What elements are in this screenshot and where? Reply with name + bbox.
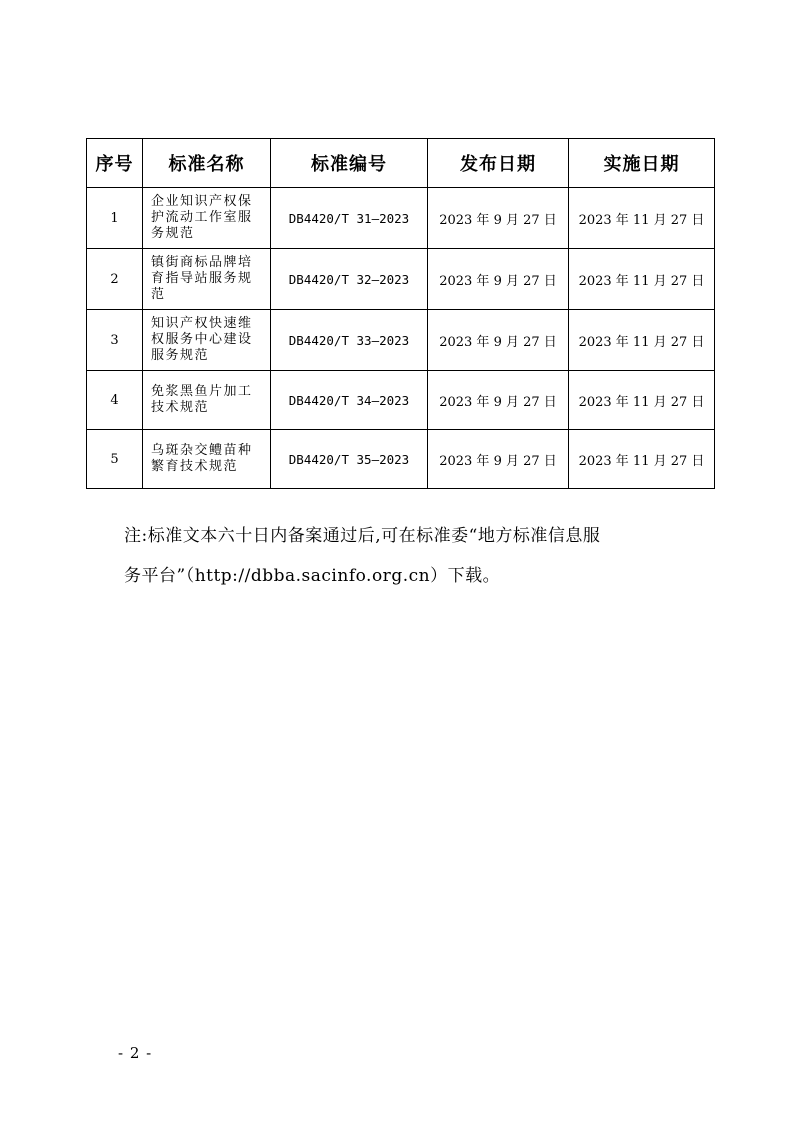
download-note [124, 516, 724, 596]
header-effective-date: 实施日期 [569, 139, 715, 188]
cell-effective-date: 2023 年 11 月 27 日 [569, 188, 715, 249]
cell-serial-number: 4 [87, 371, 143, 430]
cell-standard-code: DB4420/T 35—2023 [271, 430, 428, 489]
cell-publish-date: 2023 年 9 月 27 日 [428, 249, 569, 310]
cell-standard-code: DB4420/T 31—2023 [271, 188, 428, 249]
header-standard-name: 标准名称 [143, 139, 271, 188]
cell-standard-name: 免浆黑鱼片加工技术规范 [143, 371, 271, 430]
cell-standard-name: 镇街商标品牌培育指导站服务规范 [143, 249, 271, 310]
page-number: - 2 - [118, 1044, 153, 1062]
cell-serial-number: 5 [87, 430, 143, 489]
cell-serial-number: 3 [87, 310, 143, 371]
standards-table [86, 138, 715, 489]
cell-serial-number: 2 [87, 249, 143, 310]
cell-publish-date: 2023 年 9 月 27 日 [428, 430, 569, 489]
header-serial-number: 序号 [87, 139, 143, 188]
table-row [87, 371, 715, 430]
cell-standard-code: DB4420/T 32—2023 [271, 249, 428, 310]
header-standard-code: 标准编号 [271, 139, 428, 188]
note-line-2: 务平台”（http://dbba.sacinfo.org.cn）下载。 [124, 566, 501, 586]
cell-standard-name: 乌斑杂交鳢苗种繁育技术规范 [143, 430, 271, 489]
note-line-1: 注:标准文本六十日内备案通过后,可在标准委“地方标准信息服 [124, 526, 601, 546]
table-row [87, 188, 715, 249]
header-publish-date: 发布日期 [428, 139, 569, 188]
table-row [87, 310, 715, 371]
cell-effective-date: 2023 年 11 月 27 日 [569, 310, 715, 371]
cell-standard-name: 企业知识产权保护流动工作室服务规范 [143, 188, 271, 249]
cell-standard-code: DB4420/T 34—2023 [271, 371, 428, 430]
table-header-row [87, 139, 715, 188]
cell-serial-number: 1 [87, 188, 143, 249]
table-row [87, 430, 715, 489]
table-row [87, 249, 715, 310]
cell-standard-code: DB4420/T 33—2023 [271, 310, 428, 371]
cell-effective-date: 2023 年 11 月 27 日 [569, 430, 715, 489]
cell-publish-date: 2023 年 9 月 27 日 [428, 371, 569, 430]
cell-standard-name: 知识产权快速维权服务中心建设服务规范 [143, 310, 271, 371]
cell-publish-date: 2023 年 9 月 27 日 [428, 310, 569, 371]
cell-publish-date: 2023 年 9 月 27 日 [428, 188, 569, 249]
cell-effective-date: 2023 年 11 月 27 日 [569, 249, 715, 310]
cell-effective-date: 2023 年 11 月 27 日 [569, 371, 715, 430]
